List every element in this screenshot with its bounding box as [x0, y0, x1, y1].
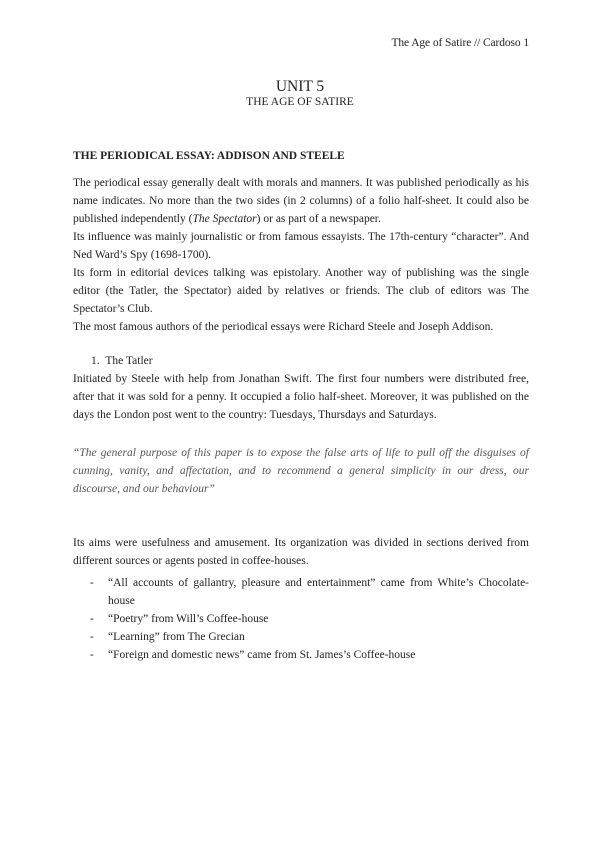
list-item: [73, 574, 529, 610]
dash-bullet: -: [90, 613, 94, 625]
running-header: The Age of Satire // Cardoso 1: [391, 37, 529, 49]
dash-bullet: -: [90, 649, 94, 661]
tatler-heading: The Tatler: [105, 355, 153, 367]
dash-bullet: -: [90, 577, 94, 589]
intro-paragraph-2: Its influence was mainly journalistic or from famous essayists. The 17th-century “character”. And Ned Ward’s Spy (1698-1700).: [73, 231, 529, 261]
dash-bullet: -: [90, 631, 94, 643]
spectator-title: The Spectator: [192, 213, 257, 225]
list-item-text: “Foreign and domestic news” came from St. James’s Coffee-house: [108, 649, 416, 661]
list-item-tatler: [73, 352, 529, 370]
unit-title: UNIT 5: [275, 78, 325, 95]
document-body: [73, 147, 529, 664]
sources-list: [73, 574, 529, 664]
unit-subtitle: THE AGE OF SATIRE: [246, 96, 354, 108]
numbered-list: [73, 352, 529, 370]
list-item-text: “Learning” from The Grecian: [108, 631, 245, 643]
list-item: [73, 610, 529, 628]
intro-text-1b: ) or as part of a newspaper.: [256, 213, 381, 225]
intro-paragraph-3: Its form in editorial devices talking was epistolary. Another way of publishing was the single editor (the Tatler, the Spectator) aided by relatives or friends. The club of editors was The Spectator’s Club.: [73, 267, 529, 315]
list-item-text: “Poetry” from Will’s Coffee-house: [108, 613, 269, 625]
list-number: 1.: [91, 355, 100, 367]
tatler-paragraph-2: Its aims were usefulness and amusement. Its organization was divided in sections derived from different sources or agents posted in coffee-houses.: [73, 537, 529, 567]
intro-paragraph-1: [73, 174, 529, 228]
list-item: [73, 628, 529, 646]
intro-paragraph-4: The most famous authors of the periodical essays were Richard Steele and Joseph Addison.: [73, 321, 494, 333]
intro-text-1a: The periodical essay generally dealt with morals and manners. It was published periodically as his name indicates. No more than the two sides (in 2 columns) of a folio half-sheet. It could also be published independently (: [73, 177, 529, 225]
section-heading: THE PERIODICAL ESSAY: ADDISON AND STEELE: [73, 150, 345, 162]
list-item: [73, 646, 529, 664]
tatler-quote: “The general purpose of this paper is to expose the false arts of life to pull off the disguises of cunning, vanity, and affectation, and to recommend a general simplicity in our dress, our discourse, and our behaviour”: [73, 447, 529, 495]
tatler-paragraph-1: Initiated by Steele with help from Jonathan Swift. The first four numbers were distributed free, after that it was sold for a penny. It occupied a folio half-sheet. Moreover, it was published on the days the London post went to the country: Tuesdays, Thursdays and Saturdays.: [73, 373, 529, 421]
list-item-text: “All accounts of gallantry, pleasure and entertainment” came from White’s Chocolate-house: [108, 577, 529, 607]
